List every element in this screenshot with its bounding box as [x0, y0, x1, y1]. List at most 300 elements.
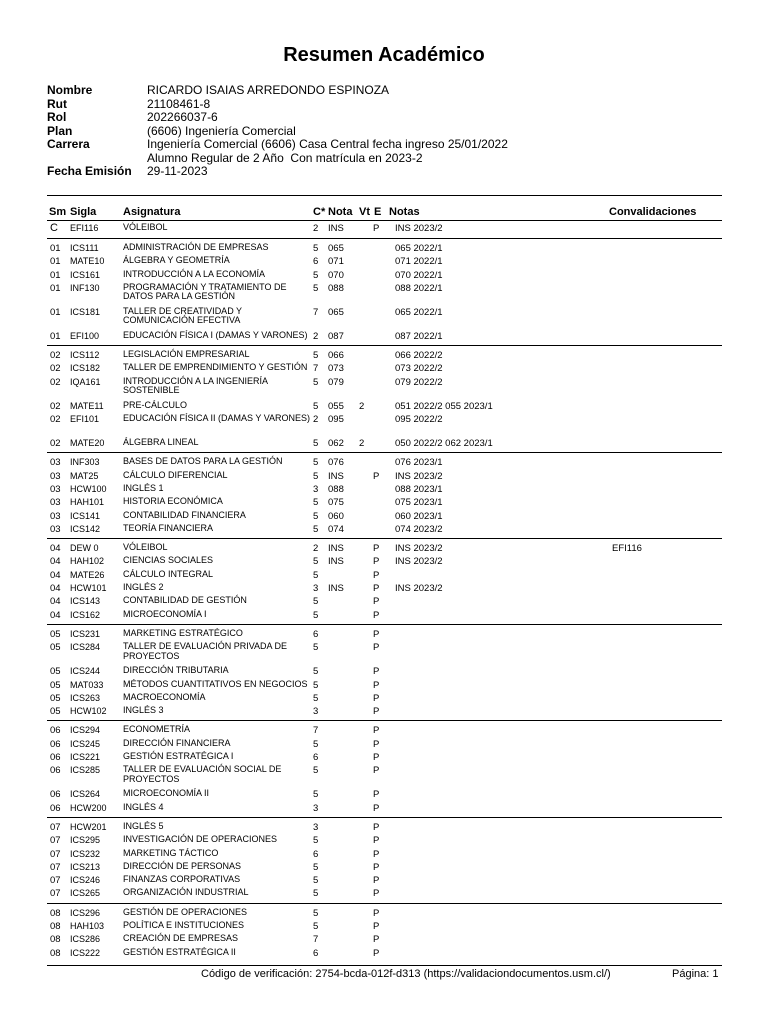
cell-sigla: ICS264: [70, 789, 101, 800]
cell-asig: ÁLGEBRA Y GEOMETRÍA: [123, 255, 230, 266]
table-row: [0, 400, 768, 413]
cell-e: P: [373, 642, 380, 654]
cell-asig: INGLÉS 3: [123, 705, 164, 716]
col-header-notas: Notas: [389, 206, 420, 218]
table-row: [0, 887, 768, 900]
cell-sm: 06: [50, 752, 61, 764]
cell-nota: INS: [328, 556, 344, 568]
cell-e: P: [373, 569, 380, 581]
cell-cr: 5: [313, 510, 319, 522]
cell-sm: 02: [50, 438, 61, 450]
cell-notas: INS 2023/2: [395, 543, 443, 555]
page-title: Resumen Académico: [283, 44, 485, 66]
cell-e: P: [373, 789, 380, 801]
col-header-convalidaciones: Convalidaciones: [609, 206, 697, 218]
cell-notas: 065 2022/1: [395, 306, 443, 318]
cell-sigla: ICS141: [70, 510, 101, 521]
cell-sigla: HCW200: [70, 802, 107, 813]
cell-asig: INVESTIGACIÓN DE OPERACIONES: [123, 834, 278, 845]
cell-sigla: MATE26: [70, 569, 105, 580]
cell-e: P: [373, 543, 380, 555]
cell-e: P: [373, 821, 380, 833]
cell-cr: 5: [313, 282, 319, 294]
cell-sm: 06: [50, 725, 61, 737]
group-separator: [47, 624, 722, 625]
cell-nota: 079: [328, 376, 344, 388]
cell-nota: 065: [328, 243, 344, 254]
cell-cr: 5: [313, 861, 319, 873]
table-row: [0, 555, 768, 568]
cell-notas: 095 2022/2: [395, 414, 443, 426]
cell-cr: 5: [313, 457, 319, 469]
cell-sm: 04: [50, 596, 61, 608]
group-separator: [47, 903, 722, 904]
cell-asig: FINANZAS CORPORATIVAS: [123, 874, 241, 885]
cell-e: P: [373, 596, 380, 608]
cell-cr: 6: [313, 628, 319, 640]
cell-sigla: ICS221: [70, 752, 101, 763]
cell-sm: 04: [50, 609, 61, 621]
cell-cr: 5: [313, 907, 319, 919]
cell-asig: VÓLEIBOL: [123, 222, 168, 232]
table-row: [0, 907, 768, 920]
cell-sm: 04: [50, 569, 61, 581]
table-row: [0, 764, 768, 788]
cell-sm: 03: [50, 510, 61, 522]
cell-sigla: ICS111: [70, 243, 99, 253]
cell-sm: 04: [50, 583, 61, 595]
info-label: Plan: [47, 123, 73, 138]
cell-sigla: EFI116: [70, 223, 99, 233]
table-row: [0, 738, 768, 751]
cell-asig: CONTABILIDAD DE GESTIÓN: [123, 595, 247, 606]
cell-cr: 5: [313, 738, 319, 750]
cell-notas: 051 2022/2 055 2023/1: [395, 400, 493, 412]
table-row: [0, 609, 768, 622]
cell-sm: 06: [50, 738, 61, 750]
cell-notas: 073 2022/2: [395, 363, 443, 375]
cell-conv: EFI116: [612, 543, 642, 555]
cell-asig: MICROECONOMÍA II: [123, 788, 210, 799]
cell-e: P: [373, 835, 380, 847]
cell-notas: INS 2023/2: [395, 556, 443, 568]
table-row: [0, 947, 768, 960]
cell-sigla: MAT033: [70, 679, 104, 690]
cell-e: P: [373, 725, 380, 737]
table-row: [0, 413, 768, 437]
cell-notas: 079 2022/2: [395, 376, 443, 388]
footer-rule: [47, 965, 722, 966]
cell-sm: 05: [50, 706, 61, 718]
cell-sm: 07: [50, 875, 61, 887]
cell-cr: 6: [313, 848, 319, 860]
group-separator: [47, 345, 722, 346]
cell-sigla: ICS112: [70, 350, 100, 361]
cell-cr: 5: [313, 875, 319, 887]
cell-cr: 7: [313, 725, 319, 737]
cell-e: P: [373, 907, 380, 919]
cell-sm: 08: [50, 934, 61, 946]
cell-sigla: ICS161: [70, 269, 101, 280]
cell-asig: CÁLCULO INTEGRAL: [123, 568, 214, 579]
footer: [0, 968, 768, 982]
cell-nota: 088: [328, 483, 344, 495]
cell-nota: 074: [328, 523, 344, 535]
cell-cr: 5: [313, 666, 319, 678]
cell-sigla: HCW201: [70, 821, 107, 832]
cell-e: P: [373, 875, 380, 887]
table-row: [0, 628, 768, 641]
table-row: [0, 306, 768, 330]
group-separator: [47, 538, 722, 539]
cell-notas: 076 2023/1: [395, 457, 443, 469]
cell-sigla: ICS231: [70, 628, 101, 639]
cell-notas: 088 2023/1: [395, 483, 443, 495]
cell-nota: 088: [328, 282, 344, 294]
cell-cr: 5: [313, 269, 319, 281]
cell-cr: 5: [313, 569, 319, 581]
cell-sm: 01: [50, 306, 61, 318]
cell-notas: 087 2022/1: [395, 330, 443, 342]
cell-cr: 5: [313, 556, 319, 568]
cell-sm: 07: [50, 835, 61, 847]
cell-cr: 5: [313, 523, 319, 535]
cell-sigla: ICS142: [70, 523, 101, 534]
cell-sm: 02: [50, 363, 61, 375]
cell-asig: EDUCACIÓN FÍSICA II (DAMAS Y VARONES): [123, 413, 311, 424]
cell-cr: 2: [313, 543, 319, 555]
cell-nota: 055: [328, 400, 344, 412]
cell-sigla: MATE20: [70, 438, 105, 449]
table-row: [0, 641, 768, 665]
page-number: Página: 1: [672, 968, 719, 980]
table-row: [0, 470, 768, 483]
cell-e: P: [373, 861, 380, 873]
cell-cr: 5: [313, 765, 319, 777]
cell-sigla: MAT25: [70, 470, 99, 481]
cell-notas: 065 2022/1: [395, 243, 443, 254]
cell-nota: 071: [328, 256, 344, 268]
table-row: [0, 724, 768, 737]
cell-sigla: HAH102: [70, 556, 105, 567]
table-row: [0, 242, 768, 255]
course-table: [0, 222, 768, 960]
cell-asig: INGLÉS 2: [123, 582, 164, 593]
cell-sigla: ICS244: [70, 666, 101, 677]
cell-asig: LEGISLACIÓN EMPRESARIAL: [123, 349, 250, 360]
cell-e: P: [373, 609, 380, 621]
cell-notas: 070 2022/1: [395, 269, 443, 281]
cell-sigla: ICS285: [70, 765, 101, 776]
table-row: [0, 679, 768, 692]
cell-cr: 2: [313, 330, 319, 342]
cell-sigla: ICS246: [70, 875, 101, 886]
cell-asig: TALLER DE EMPRENDIMIENTO Y GESTIÓN: [123, 362, 308, 373]
cell-cr: 5: [313, 400, 319, 412]
table-row: [0, 788, 768, 801]
cell-sm: 03: [50, 470, 61, 482]
cell-asig: EDUCACIÓN FÍSICA I (DAMAS Y VARONES): [123, 329, 308, 340]
cell-asig: POLÍTICA E INSTITUCIONES: [123, 919, 245, 930]
cell-nota: 076: [328, 457, 344, 469]
cell-cr: 2: [313, 223, 319, 234]
cell-cr: 5: [313, 789, 319, 801]
table-header: [0, 206, 768, 220]
cell-sm: 04: [50, 543, 61, 555]
info-value: 202266037-6: [147, 110, 218, 124]
info-value: (6606) Ingeniería Comercial: [147, 123, 296, 138]
cell-notas: 050 2022/2 062 2023/1: [395, 438, 493, 450]
cell-e: P: [373, 752, 380, 764]
verification-code: Código de verificación: 2754-bcda-012f-d313 (https://validaciondocumentos.usm.cl/): [201, 968, 611, 980]
col-header-nota: Nota: [328, 206, 353, 218]
cell-cr: 3: [313, 802, 319, 814]
info-value: RICARDO ISAIAS ARREDONDO ESPINOZA: [147, 83, 390, 97]
cell-sm: 08: [50, 947, 61, 959]
cell-cr: 5: [313, 920, 319, 932]
cell-nota: INS: [328, 543, 344, 555]
cell-sm: 05: [50, 642, 61, 654]
info-value: Ingeniería Comercial (6606) Casa Central fecha ingreso 25/01/2022: [147, 137, 508, 151]
cell-sm: 03: [50, 523, 61, 535]
cell-e: P: [373, 470, 380, 482]
group-separator: [47, 452, 722, 453]
cell-cr: 5: [313, 438, 319, 450]
cell-e: P: [373, 848, 380, 860]
cell-sm: 01: [50, 269, 61, 281]
cell-sigla: ICS162: [70, 609, 101, 620]
cell-asig: INGLÉS 5: [123, 820, 164, 831]
cell-asig: ÁLGEBRA LINEAL: [123, 437, 199, 448]
table-row: [0, 523, 768, 536]
cell-nota: 087: [328, 330, 344, 342]
cell-sigla: ICS213: [70, 861, 101, 872]
cell-nota: 073: [328, 363, 344, 375]
cell-notas: INS 2023/2: [395, 470, 443, 482]
cell-nota: INS: [328, 583, 344, 595]
table-row: [0, 282, 768, 306]
cell-cr: 3: [313, 821, 319, 833]
table-row: [0, 222, 768, 236]
cell-nota: 095: [328, 414, 344, 426]
cell-asig: MARKETING ESTRATÉGICO: [123, 627, 243, 638]
cell-sm: C: [50, 222, 58, 234]
cell-sm: 05: [50, 679, 61, 691]
table-row: [0, 861, 768, 874]
cell-e: P: [373, 934, 380, 946]
cell-asig: MÉTODOS CUANTITATIVOS EN NEGOCIOS: [123, 678, 308, 689]
cell-asig: CIENCIAS SOCIALES: [123, 555, 214, 566]
cell-cr: 5: [313, 376, 319, 388]
cell-e: P: [373, 802, 380, 814]
cell-nota: INS: [328, 470, 344, 482]
cell-asig: BASES DE DATOS PARA LA GESTIÓN: [123, 456, 283, 467]
header-rule-bottom: [47, 220, 722, 221]
cell-cr: 5: [313, 243, 319, 254]
cell-asig: CREACIÓN DE EMPRESAS: [123, 933, 239, 944]
cell-notas: 060 2023/1: [395, 510, 443, 522]
cell-sm: 06: [50, 765, 61, 777]
group-separator: [47, 817, 722, 818]
table-row: [0, 456, 768, 469]
cell-sigla: ICS263: [70, 692, 101, 703]
cell-asig: GESTIÓN DE OPERACIONES: [123, 906, 248, 917]
cell-cr: 3: [313, 583, 319, 595]
cell-sigla: ICS222: [70, 947, 101, 958]
cell-asig: GESTIÓN ESTRATÉGICA II: [123, 946, 236, 957]
cell-asig: TALLER DE EVALUACIÓN SOCIAL DE PROYECTOS: [123, 764, 282, 784]
cell-asig: INGLÉS 1: [123, 482, 164, 493]
cell-cr: 7: [313, 306, 319, 318]
cell-asig: DIRECCIÓN TRIBUTARIA: [123, 665, 229, 676]
cell-asig: TALLER DE CREATIVIDAD Y COMUNICACIÓN EFECTIVA: [123, 305, 242, 326]
col-header-sigla: Sigla: [70, 206, 97, 218]
cell-e: P: [373, 223, 380, 234]
cell-sigla: HCW100: [70, 483, 107, 494]
cell-asig: INTRODUCCIÓN A LA INGENIERÍA SOSTENIBLE: [123, 375, 268, 396]
cell-asig: ADMINISTRACIÓN DE EMPRESAS: [123, 242, 269, 252]
table-row: [0, 569, 768, 582]
cell-cr: 5: [313, 692, 319, 704]
cell-sm: 08: [50, 907, 61, 919]
cell-nota: INS: [328, 223, 344, 234]
cell-asig: VÓLEIBOL: [123, 542, 168, 553]
info-label: Carrera: [47, 137, 90, 151]
cell-asig: CONTABILIDAD FINANCIERA: [123, 509, 246, 520]
cell-vt: 2: [359, 400, 365, 412]
cell-sm: 04: [50, 556, 61, 568]
header-rule-top: [47, 195, 722, 196]
cell-cr: 5: [313, 888, 319, 900]
table-row: [0, 595, 768, 608]
cell-sm: 01: [50, 256, 61, 268]
table-row: [0, 496, 768, 509]
cell-asig: ORGANIZACIÓN INDUSTRIAL: [123, 887, 249, 898]
info-row-status: [47, 152, 508, 166]
cell-nota: 060: [328, 510, 344, 522]
cell-asig: MICROECONOMÍA I: [123, 608, 207, 619]
cell-asig: GESTIÓN ESTRATÉGICA I: [123, 751, 234, 762]
cell-sigla: DEW 0: [70, 543, 99, 554]
cell-sm: 02: [50, 376, 61, 388]
cell-cr: 5: [313, 679, 319, 691]
col-header-vt: Vt: [359, 206, 370, 218]
cell-cr: 5: [313, 609, 319, 621]
cell-notas: 071 2022/1: [395, 256, 443, 268]
table-row: [0, 255, 768, 268]
table-row: [0, 582, 768, 595]
cell-asig: ECONOMETRÍA: [123, 724, 191, 735]
cell-sigla: ICS232: [70, 848, 101, 859]
cell-asig: INTRODUCCIÓN A LA ECONOMÍA: [123, 268, 266, 279]
student-info: [47, 84, 508, 179]
cell-sigla: INF130: [70, 282, 100, 293]
info-row-rut: [47, 98, 508, 112]
cell-asig: HISTORIA ECONÓMICA: [123, 496, 223, 507]
cell-asig: PRE-CÁLCULO: [123, 399, 188, 410]
info-label: Nombre: [47, 83, 93, 97]
cell-notas: 066 2022/2: [395, 350, 443, 362]
table-row: [0, 933, 768, 946]
info-value: 21108461-8: [147, 96, 211, 111]
cell-e: P: [373, 628, 380, 640]
cell-sm: 03: [50, 483, 61, 495]
table-row: [0, 692, 768, 705]
cell-sm: 07: [50, 888, 61, 900]
cell-sigla: MATE11: [70, 400, 104, 411]
cell-sigla: ICS143: [70, 596, 101, 607]
cell-sm: 07: [50, 861, 61, 873]
cell-cr: 5: [313, 642, 319, 654]
info-label: Rut: [47, 96, 67, 111]
table-row: [0, 874, 768, 887]
info-label: Rol: [47, 110, 67, 124]
cell-e: P: [373, 920, 380, 932]
cell-sm: 01: [50, 330, 61, 342]
cell-sigla: MATE10: [70, 256, 105, 267]
cell-e: P: [373, 947, 380, 959]
info-row-fecha: [47, 165, 508, 179]
cell-e: P: [373, 679, 380, 691]
cell-sigla: HCW101: [70, 583, 107, 594]
cell-notas: 074 2023/2: [395, 523, 443, 535]
cell-sigla: ICS182: [70, 363, 101, 374]
cell-sigla: ICS245: [70, 738, 101, 749]
cell-sigla: HAH101: [70, 497, 105, 508]
table-row: [0, 269, 768, 282]
cell-asig: MACROECONOMÍA: [123, 691, 206, 702]
col-header-e: E: [374, 206, 382, 218]
cell-cr: 5: [313, 497, 319, 509]
table-row: [0, 437, 768, 450]
cell-notas: INS 2023/2: [395, 583, 443, 595]
col-header-sm: Sm: [49, 206, 67, 218]
info-label: Fecha Emisión: [47, 164, 132, 178]
info-row-plan: [47, 125, 508, 139]
cell-nota: 062: [328, 438, 344, 450]
cell-sm: 02: [50, 350, 61, 362]
cell-asig: DIRECCIÓN DE PERSONAS: [123, 860, 242, 871]
cell-sigla: INF303: [70, 457, 100, 468]
group-separator: [47, 238, 722, 239]
cell-sigla: ICS294: [70, 725, 101, 736]
table-row: [0, 362, 768, 375]
cell-asig: DIRECCIÓN FINANCIERA: [123, 737, 231, 748]
cell-e: P: [373, 738, 380, 750]
cell-cr: 3: [313, 706, 319, 718]
cell-sigla: EFI101: [70, 414, 100, 425]
col-header-creditos: C*: [313, 206, 326, 218]
cell-nota: 066: [328, 350, 344, 362]
table-row: [0, 834, 768, 847]
table-row: [0, 330, 768, 343]
cell-nota: 065: [328, 306, 344, 318]
cell-sm: 07: [50, 821, 61, 833]
cell-sm: 05: [50, 666, 61, 678]
cell-nota: 070: [328, 269, 344, 281]
cell-asig: TALLER DE EVALUACIÓN PRIVADA DE PROYECTOS: [123, 641, 288, 661]
cell-cr: 5: [313, 470, 319, 482]
cell-sm: 05: [50, 692, 61, 704]
cell-sigla: HAH103: [70, 920, 105, 931]
cell-sigla: ICS265: [70, 888, 101, 899]
table-row: [0, 665, 768, 678]
cell-asig: TEORÍA FINANCIERA: [123, 522, 214, 533]
info-label: [47, 152, 147, 166]
info-value: 29-11-2023: [147, 164, 208, 178]
cell-notas: 075 2023/1: [395, 497, 443, 509]
info-row-carrera: [47, 138, 508, 152]
